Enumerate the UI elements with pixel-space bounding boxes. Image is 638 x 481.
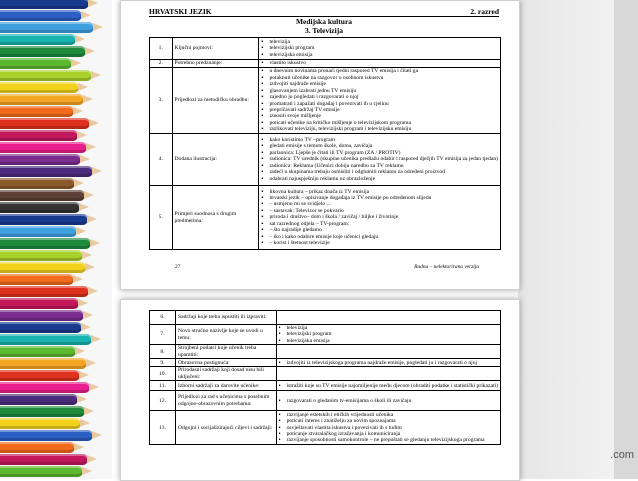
pencil-icon	[0, 166, 93, 177]
right-side-panel	[518, 0, 638, 479]
pencil-icon	[0, 178, 75, 189]
pencil-icon	[0, 382, 90, 393]
row-bullets	[276, 345, 500, 359]
bullet-item: ▪ sat razrednog odjela – TV-program:	[261, 221, 498, 227]
table-row	[150, 381, 501, 391]
pencil-icon	[0, 46, 86, 57]
row-bullets	[259, 68, 501, 134]
document-page-1	[120, 0, 520, 290]
row-number: 1.	[150, 38, 173, 60]
bullet-item: ▪ televizijski program	[279, 331, 498, 337]
bullet-item: ▪ radionica: TV urednik (skupine učenika predlažu odabir i raspored dječjih TV emisija za jedan tjedan)	[261, 156, 498, 162]
bullet-item: ▪ televizijski program	[261, 45, 498, 51]
row-label: Odgojni i socijalizirajući ciljevi i sadržaji:	[176, 411, 277, 445]
pencil-icon	[0, 214, 88, 225]
row-bullets	[276, 325, 500, 345]
pencil-icon	[0, 358, 87, 369]
pencil-icon	[0, 34, 76, 45]
lesson-table-2	[149, 310, 501, 445]
bullet-item: ▪ odabrati najuspješniju reklamu uz obrazloženje	[261, 176, 498, 182]
pencil-icon	[0, 442, 75, 453]
row-label: Primjeri suodnosa s drugim predmetima:	[172, 186, 259, 250]
bullet-item: ▪ razvijanje sposobnosti samokontrole – ne prepuštati se gledanju televizijskoga programa	[279, 437, 498, 443]
row-label: Novo stručno nazivlje koje se uvodi u temu:	[176, 325, 277, 345]
bullet-item: ▪ – korist i štetnost televizije	[261, 240, 498, 246]
bullet-item: ▪ razgovarati o gledanim tv-emisijama o školi ili zavičaju	[279, 398, 498, 404]
header-grade: 2. razred	[470, 7, 499, 16]
row-bullets	[259, 134, 501, 186]
pencil-icon	[0, 226, 77, 237]
pencil-icon	[0, 286, 89, 297]
bullet-item: ▪ izdvojiti najdraže emisije	[261, 81, 498, 87]
bullet-item: ▪ izdvojiti iz televizijskoga programa najdraže emisije, pogledati ju i razgovarati o njoj	[279, 360, 498, 366]
brand-watermark: .com	[610, 449, 634, 461]
bullet-item: ▪ televizijska emisija	[279, 338, 498, 344]
row-bullets	[276, 359, 500, 367]
document-page-2	[120, 299, 520, 481]
bullet-item: ▪ televizija	[261, 39, 498, 45]
bullet-item: ▪ poticati učenike na kritičko mišljenje o televizijskom programu	[261, 120, 498, 126]
bullet-item: ▪ televizijska emisija	[261, 52, 498, 58]
title-medijska-kultura: Medijska kultura	[295, 17, 353, 26]
bullet-item: ▪ istražiti koje su TV emisije najomiljenije među djecom (obraditi podatke i statistički prikazati)	[279, 383, 498, 389]
table-row	[150, 311, 501, 325]
pencil-icon	[0, 238, 91, 249]
table-row	[150, 325, 501, 345]
pencil-icon	[0, 118, 90, 129]
table-row	[150, 38, 501, 60]
table-row	[150, 68, 501, 134]
bullet-item: ▪ vlastito iskustvo	[261, 60, 498, 66]
section-title	[149, 17, 499, 35]
lesson-table-1	[149, 37, 501, 250]
bullet-item: ▪ gledati emisije s temom škole, doma, zavičaja	[261, 143, 498, 149]
bullet-item: ▪ radionica: Reklama (Učenici dobiju naredbu za TV reklamu	[261, 163, 498, 169]
pencil-icon	[0, 0, 89, 9]
draft-note: Radna – nelektorirana verzija	[414, 264, 479, 270]
bullet-item: ▪ radeći u skupinama trebaju osmisliti i odglumiti reklamu za određeni proizvod	[261, 169, 498, 175]
row-number: 13.	[150, 411, 176, 445]
row-label: Dodana ilustracija:	[172, 134, 259, 186]
pencil-icon	[0, 454, 88, 465]
pencil-icon	[0, 58, 72, 69]
row-label: Potrebno predznanje:	[172, 60, 259, 68]
row-bullets	[276, 391, 500, 411]
row-number: 10.	[150, 367, 176, 381]
row-label: Prirodasni sadržaji koji dosad nisu bili uključeni:	[176, 367, 277, 381]
table-row	[150, 367, 501, 381]
bullet-item: ▪ – usmjeno mi se svidjelo ...	[261, 201, 498, 207]
pencil-icon	[0, 322, 82, 333]
bullet-item: ▪ parlaonica: Ljepše je čitati ili TV program (ZA / PROTIV)	[261, 150, 498, 156]
pencil-icon	[0, 142, 87, 153]
row-bullets	[276, 367, 500, 381]
row-number: 11.	[150, 381, 176, 391]
bullet-item: ▪ u dnevnim novinama pronaći tjedni raspored TV emisija i čitati ga	[261, 68, 498, 74]
pencil-icon	[0, 262, 86, 273]
bullet-item: ▪ potaknuti učenike na razgovor o osobnom iskustvu	[261, 75, 498, 81]
table-row	[150, 391, 501, 411]
bullet-item: ▪ razvijanje estetskih i etičkih vrijednosti učenika	[279, 412, 498, 418]
row-number: 5.	[150, 186, 173, 250]
title-televizija: 3. Televizija	[305, 26, 343, 35]
row-number: 9.	[150, 359, 176, 367]
row-label: Izborni sadržaji za darovite učenike:	[176, 381, 277, 391]
bullet-item: ▪ glasovanjem izabrati jednu TV emisiju	[261, 88, 498, 94]
table-row	[150, 134, 501, 186]
pencil-icon	[0, 130, 78, 141]
row-label: Prijedlozi za metodičku obradbu:	[172, 68, 259, 134]
pencil-icon	[0, 418, 81, 429]
bullet-item: ▪ osvještavati vlastita iskustva i povezivati ih s tuđim	[279, 425, 498, 431]
bullet-item: ▪ razlikovati televiziju, televizijski program i televizijsku emisiju	[261, 126, 498, 132]
page-footer	[175, 264, 479, 270]
row-bullets	[276, 381, 500, 391]
pencil-icon	[0, 370, 80, 381]
bullet-item: ▪ priroda i društvo– dom i škola / zavičaj / biljke i životinje	[261, 214, 498, 220]
page-number: 27	[175, 264, 181, 270]
row-number: 6.	[150, 311, 176, 325]
pencil-icon	[0, 106, 74, 117]
bullet-item: ▪ prepričavati sadržaj TV emisije	[261, 107, 498, 113]
right-edge-shadow	[614, 0, 638, 479]
table-row	[150, 359, 501, 367]
pencil-icon	[0, 250, 83, 261]
row-number: 3.	[150, 68, 173, 134]
pencil-icon	[0, 70, 92, 81]
row-bullets	[276, 311, 500, 325]
row-bullets	[259, 186, 501, 250]
bullet-item: ▪ – što najradije gledamo	[261, 227, 498, 233]
header-subject: HRVATSKI JEZIK	[149, 7, 212, 16]
pencil-icon	[0, 274, 74, 285]
row-label: Obrazovna postignuća:	[176, 359, 277, 367]
pencil-icon	[0, 10, 82, 21]
bullet-item: ▪ promatrati i zapažati događaj i povezivati ih u cjelinu	[261, 101, 498, 107]
row-number: 7.	[150, 325, 176, 345]
page-header	[149, 7, 499, 16]
row-bullets	[276, 411, 500, 445]
pencil-icon	[0, 430, 93, 441]
pencil-icon	[0, 334, 92, 345]
pencil-icon	[0, 82, 79, 93]
pencil-icon	[0, 466, 83, 477]
bullet-item: ▪ poticanje stvaralačkog izražavanja i komuniciranja	[279, 431, 498, 437]
pencil-icon	[0, 154, 81, 165]
pencil-icon	[0, 406, 85, 417]
row-label: Strojbeni podatci koje učenik treba upamtiti:	[176, 345, 277, 359]
pencil-icon	[0, 190, 85, 201]
bullet-item: ▪ hrvatski jezik – opisivanje događaja iz TV emisije po određenom slijedu	[261, 195, 498, 201]
row-label: Prijedlozi za rad s učenicima s posebnim odgojno-obrazovnim potrebama:	[176, 391, 277, 411]
pencil-icon	[0, 394, 78, 405]
pencil-icon	[0, 310, 84, 321]
row-number: 4.	[150, 134, 173, 186]
row-bullets	[259, 60, 501, 68]
row-label: Ključni pojmovi:	[172, 38, 259, 60]
pencil-icon	[0, 298, 79, 309]
pencil-icon	[0, 202, 80, 213]
row-label: Sadržaji koje treba ispustiti ili izpraviti:	[176, 311, 277, 325]
row-number: 8.	[150, 345, 176, 359]
bullet-item: ▪ televizija	[279, 325, 498, 331]
pencil-icon	[0, 346, 76, 357]
bullet-item: ▪ iznositi svoje mišljenje	[261, 113, 498, 119]
table-row	[150, 345, 501, 359]
pencil-icon	[0, 22, 94, 33]
bullet-item: ▪ – iko i kako odabire emisije koje učenici gledaju	[261, 234, 498, 240]
row-number: 12.	[150, 391, 176, 411]
pencil-icon	[0, 94, 84, 105]
row-number: 2.	[150, 60, 173, 68]
row-bullets	[259, 38, 501, 60]
table-row	[150, 411, 501, 445]
colored-pencils-decoration	[0, 0, 112, 479]
bullet-item: ▪ poticati interes i znatiželju za novim spoznajama	[279, 418, 498, 424]
bullet-item: ▪ kako koristimo TV –program	[261, 137, 498, 143]
bullet-item: ▪ likovna kultura – prikaz dnača iz TV emisija	[261, 189, 498, 195]
bullet-item: ▪ – sastavak: Televizor se pokvario	[261, 208, 498, 214]
table-row	[150, 186, 501, 250]
table-row	[150, 60, 501, 68]
bullet-item: ▪ zajedno ju pogledati i razgovarati o njoj	[261, 94, 498, 100]
